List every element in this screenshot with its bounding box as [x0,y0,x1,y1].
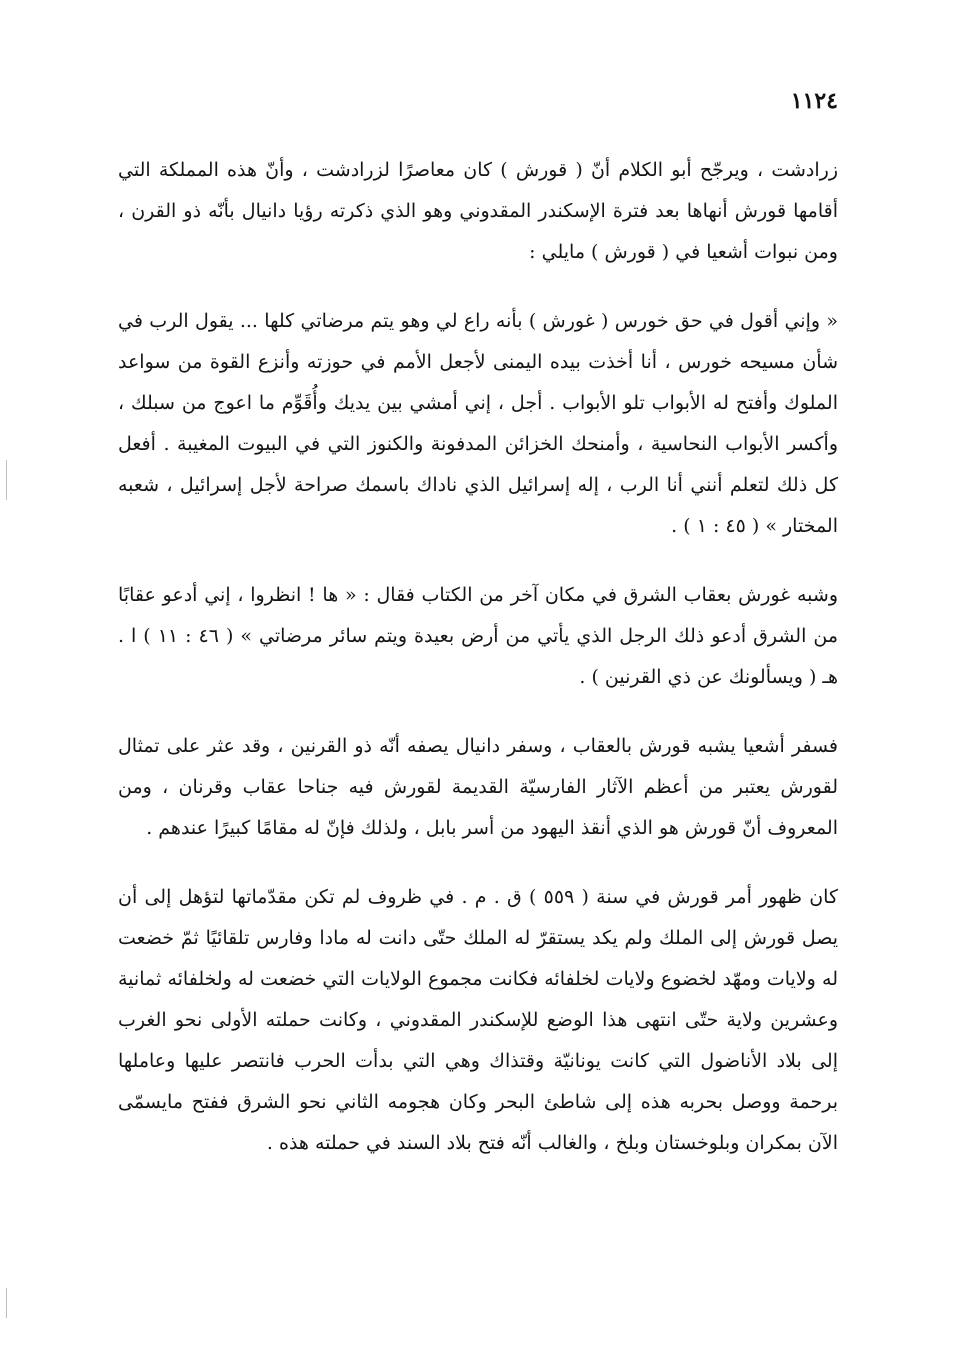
paragraph-statue: فسفر أشعيا يشبه قورش بالعقاب ، وسفر دانيال يصفه أنّه ذو القرنين ، وقد عثر على تمثال لقورش يعتبر من أعظم الآثار الفارسيّة القديمة لقورش فيه جناحا عقاب وقرنان ، ومن المعروف أنّ قورش هو الذي أنقذ اليهود من أسر بابل ، ولذلك فإنّ له مقامًا كبيرًا عندهم . [118,735,838,839]
paragraph-isaiah-quote: « وإني أقول في حق خورس ( غورش ) بأنه راع لي وهو يتم مرضاتي كلها ... يقول الرب في شأن مسيحه خورس ، أنا أخذت بيده اليمنى لأجعل الأمم في حوزته وأنزع القوة من سواعد الملوك وأفتح له الأبواب تلو الأبواب . أجل ، إني أمشي بين يديك وأُقَوِّم ما اعوج من سبلك ، وأكسر الأبواب النحاسية ، وأمنحك الخزائن المدفونة والكنوز التي في البيوت المغيبة . أفعل كل ذلك لتعلم أنني أنا الرب ، إله إسرائيل الذي ناداك باسمك صراحة لأجل إسرائيل ، شعبه المختار » ( ٤٥ : ١ ) . [118,310,838,537]
page-number: ١١٢٤ [790,88,838,114]
paragraph-eagle-of-east: وشبه غورش بعقاب الشرق في مكان آخر من الكتاب فقال : « ها ! انظروا ، إني أدعو عقابًا من الشرق أدعو ذلك الرجل الذي يأتي من أرض بعيدة ويتم سائر مرضاتي » ( ٤٦ : ١١ ) ا . هـ ( ويسألونك عن ذي القرنين ) . [118,584,838,688]
scan-edge-mark [6,1288,7,1318]
paragraph-zoroaster: زرادشت ، ويرجّح أبو الكلام أنّ ( قورش ) كان معاصرًا لزرادشت ، وأنّ هذه المملكة التي أقامها قورش أنهاها بعد فترة الإسكندر المقدوني وهو الذي ذكرته رؤيا دانيال بأنّه ذو القرن ، ومن نبوات أشعيا في ( قورش ) مايلي : [118,159,838,263]
paragraph-rise-of-cyrus: كان ظهور أمر قورش في سنة ( ٥٥٩ ) ق . م . في ظروف لم تكن مقدّماتها لتؤهل إلى أن يصل قورش إلى الملك ولم يكد يستقرّ له الملك حتّى دانت له مادا وفارس تلقائيًا ثمّ خضعت له ولايات ومهّد لخضوع ولايات لخلفائه فكانت مجموع الولايات التي خضعت له ولخلفائه ثمانية وعشرين ولاية حتّى انتهى هذا الوضع للإسكندر المقدوني ، وكانت حملته الأولى نحو الغرب إلى بلاد الأناضول التي كانت يونانيّة وقتذاك وهي التي بدأت الحرب فانتصر عليها وعاملها برحمة ووصل بحربه هذه إلى شاطئ البحر وكان هجومه الثاني نحو الشرق ففتح مايسمّى الآن بمكران وبلوخستان وبلخ ، والغالب أنّه فتح بلاد السند في حملته هذه . [118,886,839,1154]
scan-edge-mark [6,460,7,500]
page-body [118,150,838,1164]
